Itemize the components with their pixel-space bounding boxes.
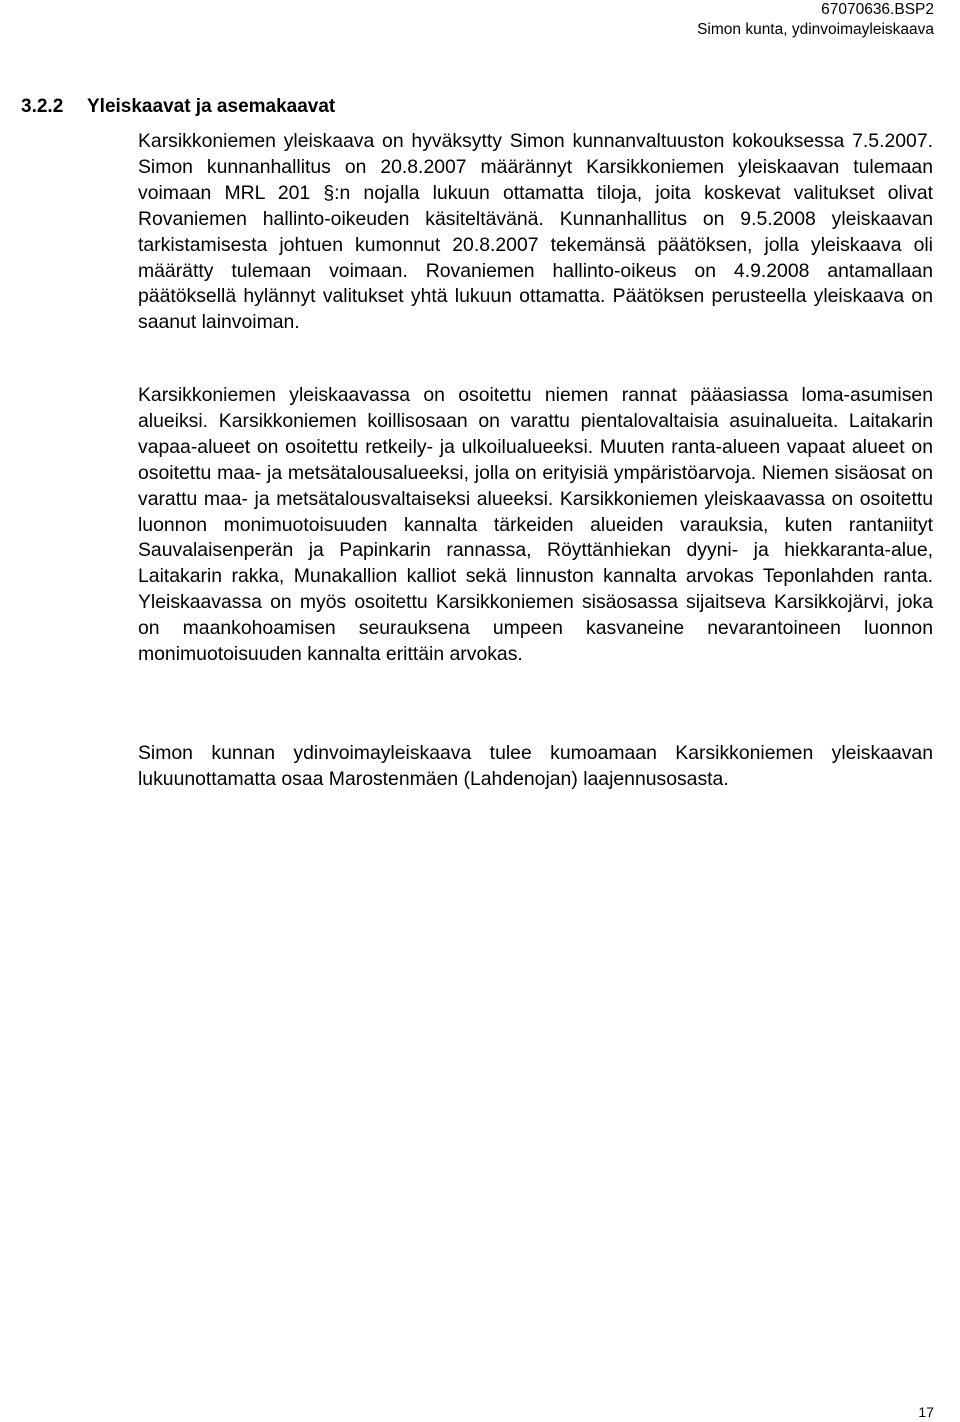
- page-number: 17: [918, 1404, 934, 1420]
- document-id: 67070636.BSP2: [821, 1, 934, 18]
- section-number: 3.2.2: [21, 96, 64, 117]
- section-heading: [21, 96, 335, 118]
- section-title: Yleiskaavat ja asemakaavat: [87, 96, 336, 117]
- paragraph-2: [138, 383, 933, 668]
- paragraph-text: Simon kunnan ydinvoimayleiskaava tulee kumoamaan Karsikkoniemen yleiskaavan lukuunottamatta osaa Marostenmäen (Lahdenojan) laajennusosasta.: [138, 742, 933, 790]
- paragraph-text: Karsikkoniemen yleiskaavassa on osoitettu niemen rannat pääasiassa loma-asumisen alueiksi. Karsikkoniemen koillisosaan on varattu pientalovaltaisia asuinalueita. Laitakarin vapaa-alueet on osoitettu retkeily- ja ulkoilualueeksi. Muuten ranta-alueen vapaat alueet on osoitettu maa- ja metsätalousalueeksi, jolla on erityisiä ympäristöarvoja. Niemen sisäosat on varattu maa- ja metsätalousvaltaiseksi alueeksi. Karsikkoniemen yleiskaavassa on osoitettu luonnon monimuotoisuuden kannalta tärkeiden alueiden varauksia, kuten rantaniityt Sauvalaisenperän ja Papinkarin rannassa, Röyttänhiekan dyyni- ja hiekkaranta-alue, Laitakarin rakka, Munakallion kalliot sekä linnuston kannalta arvokas Teponlahden ranta. Yleiskaavassa on myös osoitettu Karsikkoniemen sisäosassa sijaitseva Karsikkojärvi, joka on maankohoamisen seurauksena umpeen kasvaneine nevarantoineen luonnon monimuotoisuuden kannalta erittäin arvokas.: [138, 384, 933, 666]
- document-title: Simon kunta, ydinvoimayleiskaava: [697, 21, 934, 38]
- paragraph-3: [138, 741, 933, 793]
- page-header: [697, 0, 934, 40]
- paragraph-1: [138, 129, 933, 336]
- paragraph-text: Karsikkoniemen yleiskaava on hyväksytty Simon kunnanvaltuuston kokouksessa 7.5.2007. Simon kunnanhallitus on 20.8.2007 määrännyt Karsikkoniemen yleiskaavan tulemaan voimaan MRL 201 §:n nojalla lukuun ottamatta tiloja, joita koskevat valitukset olivat Rovaniemen hallinto-oikeuden käsiteltävänä. Kunnanhallitus on 9.5.2008 yleiskaavan tarkistamisesta johtuen kumonnut 20.8.2007 tekemänsä päätöksen, jolla yleiskaava oli määrätty tulemaan voimaan. Rovaniemen hallinto-oikeus on 4.9.2008 antamallaan päätöksellä hylännyt valitukset yhtä lukuun ottamatta. Päätöksen perusteella yleiskaava on saanut lainvoiman.: [138, 130, 933, 334]
